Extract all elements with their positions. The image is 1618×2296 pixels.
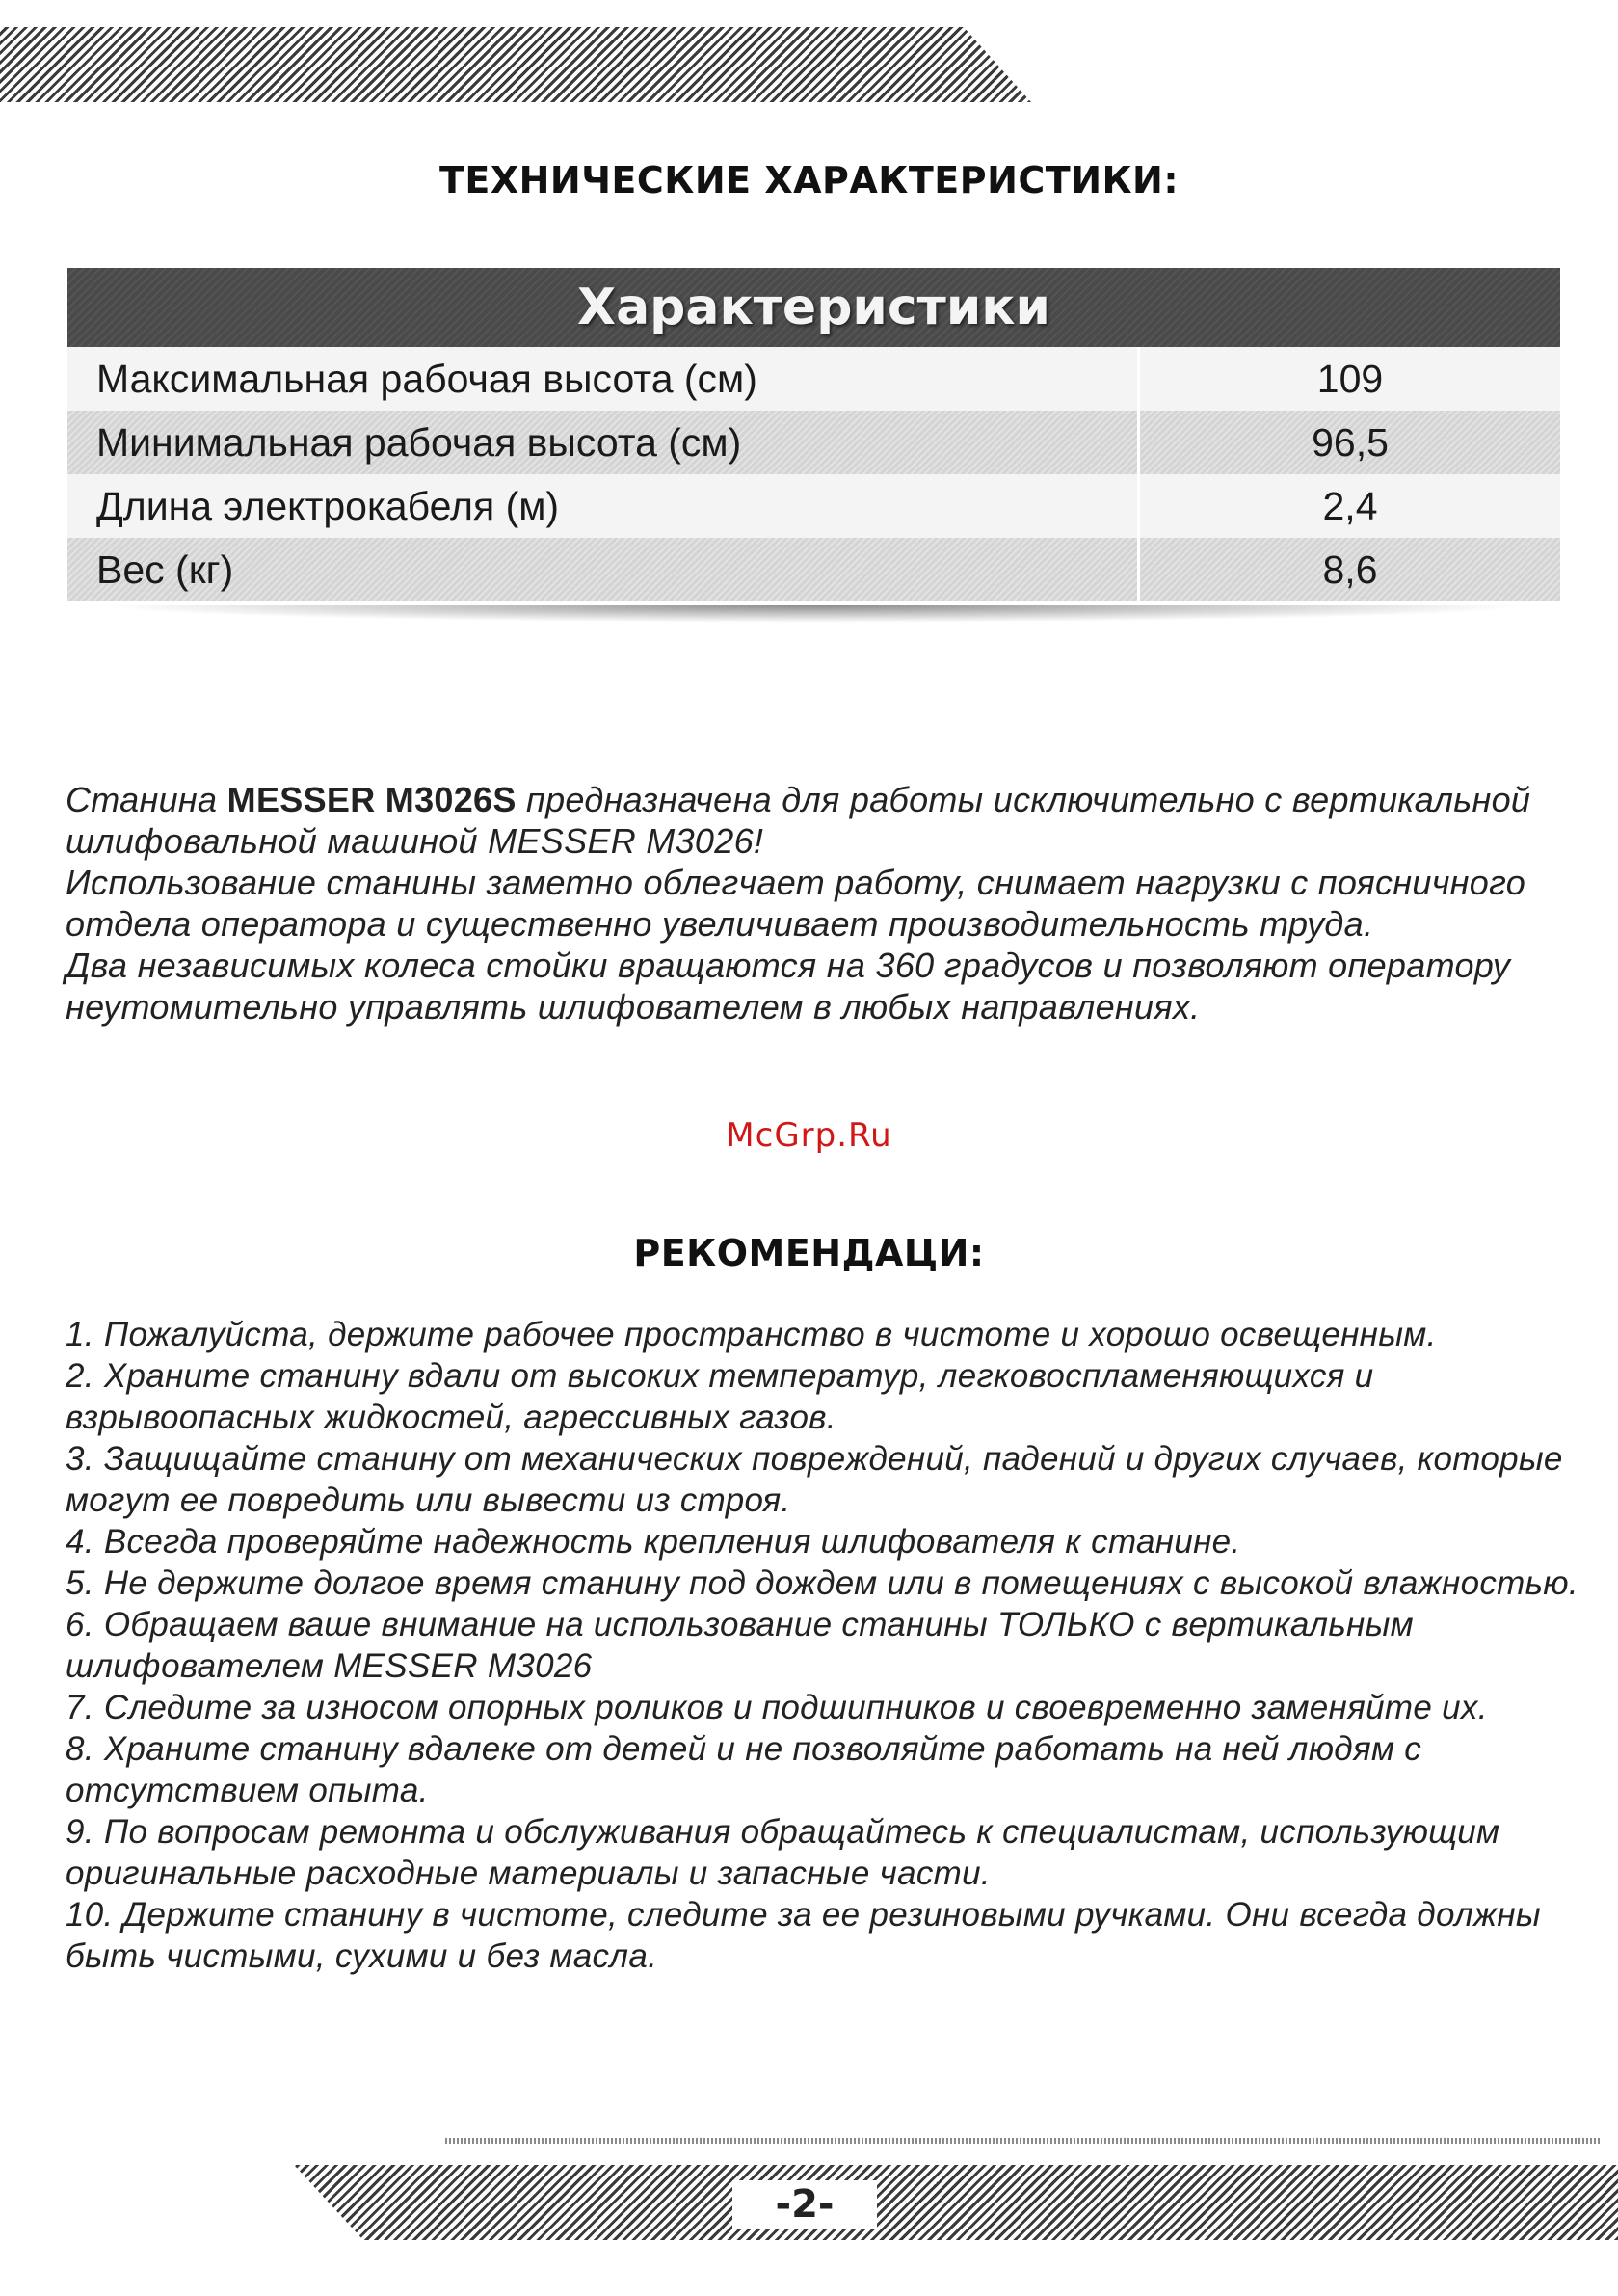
list-item: 7. Следите за износом опорных роликов и подшипников и своевременно заменяйте их. [66,1689,1488,1726]
intro-paragraph [66,779,1569,862]
table-row [67,474,1560,538]
list-item: 3. Защищайте станину от механических повреждений, падений и других случаев, которые могут ее повредить или вывести из строя. [66,1440,1563,1519]
spec-label: Вес (кг) [67,538,1139,601]
intro-text-span: предназначена для работы исключительно с вертикальной шлифовальной машиной MESSER M3026! [66,780,1531,861]
spec-value: 109 [1139,347,1561,411]
list-item: 8. Храните станину вдалеке от детей и не позволяйте работать на ней людям с отсутствием опыта. [66,1730,1422,1809]
intro-paragraph: Два независимых колеса стойки вращаются на 360 градусов и позволяют оператору неутомительно управлять шлифователем в любых направлениях. [66,946,1511,1027]
list-item: 1. Пожалуйста, держите рабочее пространство в чистоте и хорошо освещенным. [66,1316,1437,1353]
recommendations-title: РЕКОМЕНДАЦИ: [633,1232,985,1274]
spec-value: 96,5 [1139,411,1561,474]
list-item: 4. Всегда проверяйте надежность крепления шлифователя к станине. [66,1523,1241,1561]
list-item: 9. По вопросам ремонта и обслуживания обращайтесь к специалистам, использующим оригинальные расходные материалы и запасные части. [66,1813,1500,1892]
table-row [67,411,1560,474]
intro-paragraph: Использование станины заметно облегчает работу, снимает нагрузки с поясничного отдела оператора и существенно увеличивает производительность труда. [66,863,1526,944]
header-hatch-decoration [0,27,1031,102]
list-item: 5. Не держите долгое время станину под дождем или в помещениях с высокой влажностью. [66,1564,1578,1602]
specs-table [67,268,1560,601]
spec-label: Максимальная рабочая высота (см) [67,347,1139,411]
spec-value: 2,4 [1139,474,1561,538]
footer-hatch-decoration [294,2165,1618,2240]
product-model: MESSER M3026S [226,780,517,819]
specs-table-heading: Характеристики [67,268,1560,347]
list-item: 2. Храните станину вдали от высоких температур, легковоспламеняющихся и взрывоопасных жидкостей, агрессивных газов. [66,1357,1374,1436]
specs-section-title: ТЕХНИЧЕСКИЕ ХАРАКТЕРИСТИКИ: [438,159,1180,201]
watermark: McGrp.Ru [726,1116,892,1155]
recommendations-list [66,1314,1578,1977]
footer-dotted-divider [445,2138,1602,2144]
spec-value: 8,6 [1139,538,1561,601]
list-item: 10. Держите станину в чистоте, следите за ее резиновыми ручками. Они всегда должны быть чистыми, сухими и без масла. [66,1896,1541,1975]
spec-label: Минимальная рабочая высота (см) [67,411,1139,474]
spec-label: Длина электрокабеля (м) [67,474,1139,538]
page-number: -2- [732,2180,877,2229]
intro-text-span: Станина [66,780,227,819]
table-row [67,347,1560,411]
table-row [67,538,1560,601]
table-shadow-decoration [96,605,1532,623]
list-item: 6. Обращаем ваше внимание на использование станины ТОЛЬКО с вертикальным шлифователем MESSER M3026 [66,1606,1414,1685]
intro-text [66,779,1569,1028]
